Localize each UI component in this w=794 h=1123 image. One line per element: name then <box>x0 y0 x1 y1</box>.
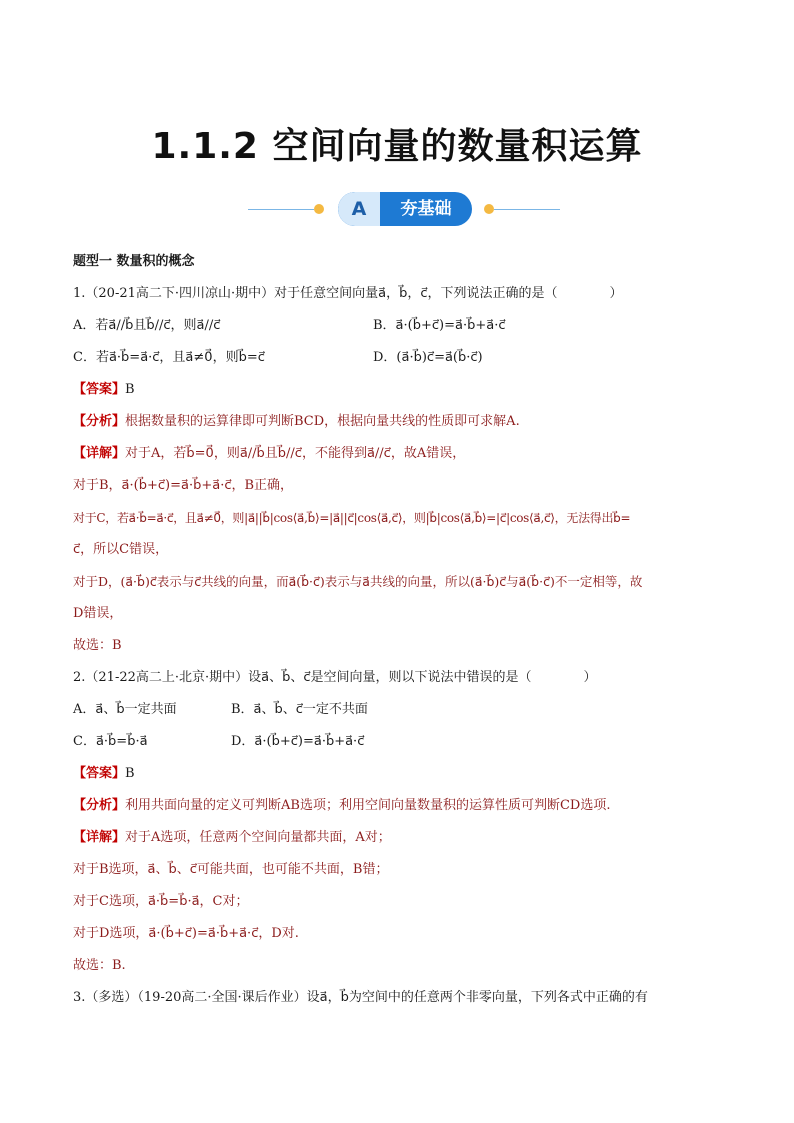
level-label: 夯基础 <box>400 199 452 219</box>
q1-option-d: D．(a⃗·b⃗)c⃗=a⃗(b⃗·c⃗) <box>373 350 483 365</box>
q1-option-a: A．若a⃗//b⃗且b⃗//c⃗，则a⃗//c⃗ <box>73 318 221 333</box>
q2-option-a: A．a⃗、b⃗一定共面 <box>73 702 177 717</box>
q2-options-row2 <box>73 726 733 758</box>
page-title: 1.1.2 空间向量的数量积运算 <box>151 126 643 167</box>
analysis-text: 利用共面向量的定义可判断AB选项；利用空间向量数量积的运算性质可判断CD选项. <box>125 798 611 813</box>
q2-detail-2: 对于B选项，a⃗、b⃗、c⃗可能共面，也可能不共面，B错； <box>73 862 389 877</box>
q1-options-row1 <box>73 310 733 342</box>
q1-choose: 故选：B <box>73 638 122 653</box>
detail-text: 对于A选项，任意两个空间向量都共面，A对； <box>125 830 391 845</box>
q1-detail-4: c⃗，所以C错误， <box>73 542 169 557</box>
q2-detail-4: 对于D选项，a⃗·(b⃗+c⃗)=a⃗·b⃗+a⃗·c⃗，D对. <box>73 926 299 941</box>
q1-option-b: B．a⃗·(b⃗+c⃗)=a⃗·b⃗+a⃗·c⃗ <box>373 318 506 333</box>
section-heading: 题型一 数量积的概念 <box>73 254 195 269</box>
q1-answer <box>73 374 733 406</box>
q2-answer <box>73 758 733 790</box>
q2-options-row1 <box>73 694 733 726</box>
q1-analysis <box>73 406 733 438</box>
document-body <box>73 246 733 1014</box>
level-letter: A <box>338 192 380 226</box>
answer-tag: 【答案】 <box>73 766 126 781</box>
q1-detail-3: 对于C，若a⃗·b⃗=a⃗·c⃗，且a⃗≠0⃗，则|a⃗||b⃗|cos⟨a⃗,b⃗⟩=|a⃗||c⃗|cos⟨a⃗,c⃗⟩，则|b⃗|cos⟨a⃗,b⃗⟩=|c⃗|cos⟨a⃗,c⃗⟩，无法得出b⃗= <box>73 511 631 525</box>
detail-text: 对于A，若b⃗=0⃗，则a⃗//b⃗且b⃗//c⃗，不能得到a⃗//c⃗，故A错误， <box>125 446 466 461</box>
q2-analysis <box>73 790 733 822</box>
banner-line-right <box>494 209 560 210</box>
q2-option-b: B．a⃗、b⃗、c⃗一定不共面 <box>231 702 368 717</box>
level-pill <box>338 192 472 226</box>
q2-stem: 2.（21-22高二上·北京·期中）设a⃗、b⃗、c⃗是空间向量，则以下说法中错误的是（ ） <box>73 670 597 685</box>
banner-dot-left <box>314 204 324 214</box>
section-banner <box>0 192 794 228</box>
detail-tag: 【详解】 <box>73 830 126 845</box>
q1-option-c: C．若a⃗·b⃗=a⃗·c⃗，且a⃗≠0⃗，则b⃗=c⃗ <box>73 350 265 365</box>
q2-detail-1 <box>73 822 733 854</box>
q1-detail-5: 对于D，(a⃗·b⃗)c⃗表示与c⃗共线的向量，而a⃗(b⃗·c⃗)表示与a⃗共线的向量，所以(a⃗·b⃗)c⃗与a⃗(b⃗·c⃗)不一定相等，故 <box>73 574 643 589</box>
q2-detail-3: 对于C选项，a⃗·b⃗=b⃗·a⃗，C对； <box>73 894 249 909</box>
answer-value: B <box>125 382 135 397</box>
q2-option-c: C．a⃗·b⃗=b⃗·a⃗ <box>73 734 148 749</box>
answer-value: B <box>125 766 135 781</box>
q2-option-d: D．a⃗·(b⃗+c⃗)=a⃗·b⃗+a⃗·c⃗ <box>231 734 365 749</box>
banner-dot-right <box>484 204 494 214</box>
banner-line-left <box>248 209 314 210</box>
q1-detail-2: 对于B，a⃗·(b⃗+c⃗)=a⃗·b⃗+a⃗·c⃗，B正确， <box>73 478 294 493</box>
detail-tag: 【详解】 <box>73 446 126 461</box>
q1-stem: 1.（20-21高二下·四川凉山·期中）对于任意空间向量a⃗，b⃗，c⃗，下列说法正确的是（ ） <box>73 286 623 301</box>
q3-stem: 3.（多选）（19-20高二·全国·课后作业）设a⃗，b⃗为空间中的任意两个非零向量，下列各式中正确的有 <box>73 990 648 1005</box>
analysis-tag: 【分析】 <box>73 798 126 813</box>
q1-options-row2 <box>73 342 733 374</box>
q1-detail-6: D错误， <box>73 606 123 621</box>
q1-detail-1 <box>73 438 733 470</box>
analysis-text: 根据数量积的运算律即可判断BCD，根据向量共线的性质即可求解A. <box>125 414 520 429</box>
q2-choose: 故选：B. <box>73 958 126 973</box>
answer-tag: 【答案】 <box>73 382 126 397</box>
analysis-tag: 【分析】 <box>73 414 126 429</box>
